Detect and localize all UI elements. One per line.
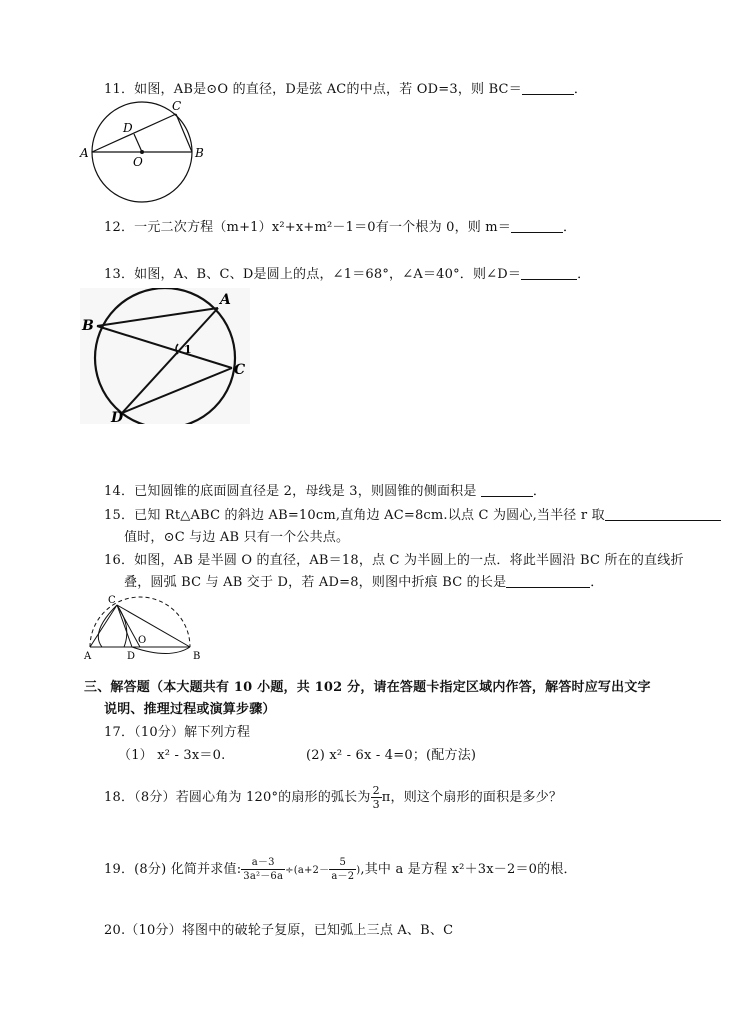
label-A: A [220, 292, 231, 308]
label-D: D [111, 410, 124, 424]
label-O: O [138, 635, 147, 646]
q15-line2: 值时，⊙C 与边 AB 只有一个公共点。 [124, 530, 350, 545]
q16-line2: 叠，圆弧 BC 与 AB 交于 D，若 AD=8，则图中折痕 BC 的长是 ． [124, 575, 604, 590]
q14-text: 14．已知圆锥的底面圆直径是 2，母线是 3，则圆锥的侧面积是 ． [104, 484, 547, 499]
label-B: B [82, 318, 94, 334]
q18-text: 18．（8分）若圆心角为 120°的扇形的弧长为 $\frac{2}{3}$ π，则这个扇形的面积是多少？ [104, 784, 563, 811]
label-A: A [84, 651, 92, 662]
answer-blank [506, 575, 590, 588]
q11-text: 11．如图，AB是⊙O 的直径，D是弦 AC的中点，若 OD=3，则 BC＝ ． [104, 82, 588, 97]
fraction-1: $\frac{a-3}{\text{3a²－6a}}$ [243, 857, 284, 882]
label-B: B [193, 651, 201, 662]
label-B: B [195, 146, 204, 160]
q13-figure [80, 288, 250, 424]
answer-blank [521, 267, 577, 280]
angle-label: 1 [184, 343, 192, 356]
section-3-heading-line1: 三、解答题（本大题共有 10 小题，共 102 分，请在答题卡指定区域内作答，解答时应写出文字 [84, 680, 651, 695]
q17-title: 17．（10分）解下列方程 [104, 725, 251, 740]
q11-figure [78, 98, 208, 204]
answer-blank [481, 484, 533, 497]
label-O: O [133, 155, 143, 169]
q17-part1: （1） x² - 3x＝0. [118, 748, 226, 763]
q19-text: 19．(8分) 化简并求值: $\frac{a-3}{\text{3a²－6a}}$ ÷(a+2－ $\frac{5}{a-2}$ ),其中 a 是方程 x²＋3x－2＝0的根． [104, 857, 577, 882]
label-D: D [127, 651, 136, 662]
q12-text: 12．一元二次方程（m+1）x²+x+m²－1＝0有一个根为 0，则 m＝ ． [104, 220, 577, 235]
answer-blank [605, 508, 721, 521]
q16-figure [80, 592, 210, 662]
label-D: D [123, 121, 133, 135]
q20-text: 20.（10分）将图中的破轮子复原，已知弧上三点 A、B、C [104, 923, 454, 938]
q17-part2: (2) x² - 6x - 4=0；(配方法) [306, 748, 477, 763]
fraction-2: $\frac{5}{a-2}$ [331, 857, 355, 882]
answer-blank [511, 220, 563, 233]
answer-blank [522, 82, 574, 95]
q16-line1: 16．如图，AB 是半圆 O 的直径，AB＝18，点 C 为半圆上的一点．将此半圆沿 BC 所在的直线折 [104, 553, 684, 568]
fraction: $\frac{2}{3}$ [372, 784, 380, 811]
label-C: C [172, 99, 182, 113]
section-3-heading-line2: 说明、推理过程或演算步骤） [104, 702, 276, 717]
label-C: C [108, 595, 116, 606]
label-C: C [234, 362, 246, 378]
label-A: A [80, 146, 89, 160]
q15-line1: 15．已知 Rt△ABC 的斜边 AB=10cm,直角边 AC=8cm.以点 C 为圆心,当半径 r 取 [104, 504, 721, 523]
q13-text: 13．如图，A、B、C、D是圆上的点，∠1＝68°，∠A＝40°．则∠D＝ ． [104, 267, 591, 282]
